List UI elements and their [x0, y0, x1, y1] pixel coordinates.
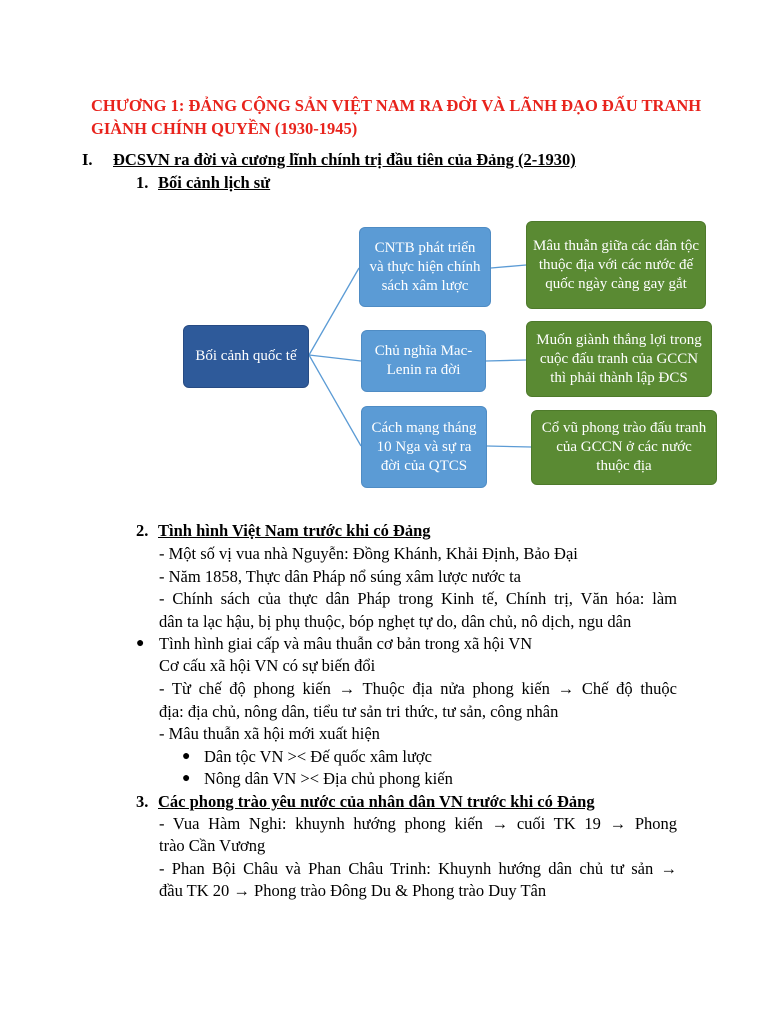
diagram-node-gcc-thang-loi: Muốn giành thắng lợi trong cuộc đấu tranh của GCCN thì phải thành lập ĐCS — [526, 321, 712, 397]
connector-line — [491, 265, 526, 268]
text-line: dân ta lạc hậu, bị phụ thuộc, bóp nghẹt tự do, dân chủ, nô dịch, ngu dân — [159, 612, 632, 631]
bullet-dot: ● — [182, 749, 191, 764]
diagram-node-mau-thuan: Mâu thuẫn giữa các dân tộc thuộc địa với các nước đế quốc ngày càng gay gắt — [526, 221, 706, 309]
text-line: Cơ cấu xã hội VN có sự biến đổi — [159, 656, 376, 675]
connector-line — [309, 268, 359, 355]
subheading-2 — [136, 521, 431, 541]
text-line: - Năm 1858, Thực dân Pháp nổ súng xâm lược nước ta — [159, 567, 521, 586]
bullet-text: Nông dân VN >< Địa chủ phong kiến — [204, 769, 453, 788]
bullet-dot: ● — [182, 771, 191, 786]
diagram-root-node: Bối cảnh quốc tế — [183, 325, 309, 388]
text-line: - Vua Hàm Nghi: khuynh hướng phong kiến → cuối TK 19 → Phong — [159, 814, 677, 833]
text-line: địa: địa chủ, nông dân, tiểu tư sản tri thức, tư sản, công nhân — [159, 702, 559, 721]
text-line: - Một số vị vua nhà Nguyễn: Đồng Khánh, Khải Định, Bảo Đại — [159, 544, 578, 563]
bullet-dot: ● — [136, 636, 145, 651]
section-heading: ĐCSVN ra đời và cương lĩnh chính trị đầu tiên của Đảng (2-1930) — [113, 150, 576, 169]
section-number: I. — [82, 150, 93, 169]
diagram-node-cach-mang: Cách mạng tháng 10 Nga và sự ra đời của QTCS — [361, 406, 487, 488]
diagram-node-mac-lenin: Chủ nghĩa Mac-Lenin ra đời — [361, 330, 486, 392]
diagram-node-co-vu: Cổ vũ phong trào đấu tranh của GCCN ở các nước thuộc địa — [531, 410, 717, 485]
text-line: trào Cần Vương — [159, 836, 266, 855]
subheading-3 — [136, 792, 595, 812]
subheading-number: 2. — [136, 521, 149, 540]
connector-line — [487, 446, 531, 447]
text-line: - Mâu thuẫn xã hội mới xuất hiện — [159, 724, 380, 743]
subheading-text: Tình hình Việt Nam trước khi có Đảng — [158, 521, 431, 540]
diagram-node-cntb: CNTB phát triển và thực hiện chính sách xâm lược — [359, 227, 491, 307]
bullet-text: Dân tộc VN >< Đế quốc xâm lược — [204, 747, 432, 766]
subheading-text: Các phong trào yêu nước của nhân dân VN trước khi có Đảng — [158, 792, 595, 811]
text-line: - Từ chế độ phong kiến → Thuộc địa nửa phong kiến → Chế độ thuộc — [159, 679, 677, 698]
text-line: - Chính sách của thực dân Pháp trong Kinh tế, Chính trị, Văn hóa: làm — [159, 589, 677, 608]
subheading-number: 3. — [136, 792, 149, 811]
text-line: đầu TK 20 → Phong trào Đông Du & Phong trào Duy Tân — [159, 881, 547, 900]
chapter-title: CHƯƠNG 1: ĐẢNG CỘNG SẢN VIỆT NAM RA ĐỜI VÀ LÃNH ĐẠO ĐẤU TRANH GIÀNH CHÍNH QUYỀN (1930-1945) — [91, 96, 702, 138]
subheading-number: 1. — [136, 173, 149, 192]
text-line: - Phan Bội Châu và Phan Châu Trinh: Khuynh hướng dân chủ tư sản → — [159, 859, 677, 878]
bullet-text: Tình hình giai cấp và mâu thuẫn cơ bản trong xã hội VN — [159, 634, 533, 653]
subheading-text: Bối cảnh lịch sử — [158, 173, 271, 192]
connector-line — [309, 355, 361, 361]
connector-line — [309, 355, 361, 446]
connector-line — [486, 360, 526, 361]
